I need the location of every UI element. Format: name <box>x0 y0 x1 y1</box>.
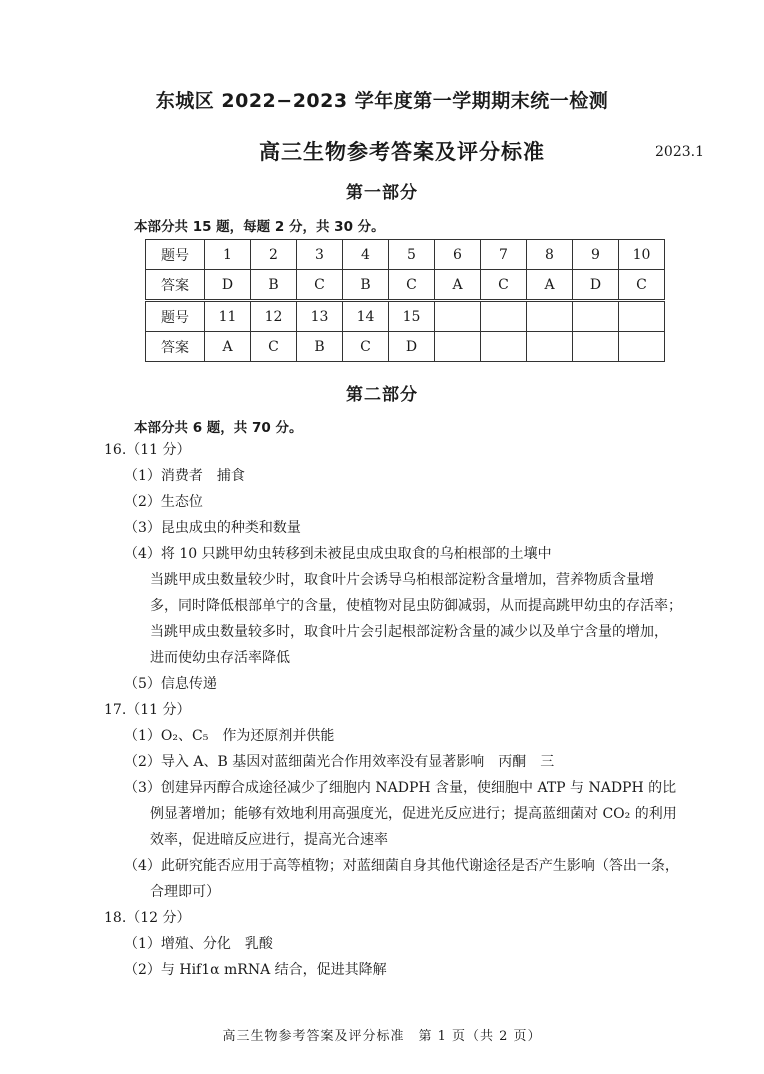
table-row-question-numbers <box>146 240 665 270</box>
table-cell: C <box>619 270 665 300</box>
table-cell: 13 <box>297 302 343 332</box>
table-cell: 10 <box>619 240 665 270</box>
q17-answer-4-line: 合理即可） <box>150 884 220 900</box>
table-cell: B <box>297 332 343 362</box>
table-cell: 8 <box>527 240 573 270</box>
table-cell: C <box>251 332 297 362</box>
table-cell: A <box>205 332 251 362</box>
table-cell <box>481 332 527 362</box>
q16-answer-4-line: 当跳甲成虫数量较多时，取食叶片会引起根部淀粉含量的减少以及单宁含量的增加， <box>150 624 668 640</box>
table-cell: D <box>389 332 435 362</box>
part1-heading: 第一部分 <box>346 183 418 203</box>
table-row-answers <box>146 270 665 300</box>
row-label: 答案 <box>146 270 205 300</box>
table-cell: 1 <box>205 240 251 270</box>
table-cell: A <box>527 270 573 300</box>
table-cell: C <box>481 270 527 300</box>
table-cell <box>619 302 665 332</box>
table-cell <box>573 332 619 362</box>
q17-heading: 17.（11 分） <box>104 702 191 718</box>
part1-intro: 本部分共 15 题，每题 2 分，共 30 分。 <box>134 219 385 235</box>
q16-answer-2: （2）生态位 <box>124 494 203 510</box>
table-cell: 6 <box>435 240 481 270</box>
answer-table-2 <box>145 301 665 362</box>
table-cell: C <box>389 270 435 300</box>
answer-table-1 <box>145 239 665 300</box>
part2-heading: 第二部分 <box>346 385 418 405</box>
page-footer: 高三生物参考答案及评分标准 第 1 页（共 2 页） <box>222 1029 542 1044</box>
table-cell <box>527 302 573 332</box>
table-cell: 3 <box>297 240 343 270</box>
table-cell <box>573 302 619 332</box>
q16-answer-4-line: 多，同时降低根部单宁的含量，使植物对昆虫防御减弱，从而提高跳甲幼虫的存活率； <box>150 598 682 614</box>
q17-answer-1: （1）O₂、C₅ 作为还原剂并供能 <box>124 728 335 744</box>
table-cell <box>619 332 665 362</box>
q16-heading: 16.（11 分） <box>104 442 191 458</box>
table-cell: B <box>251 270 297 300</box>
table-cell <box>435 302 481 332</box>
q17-answer-2: （2）导入 A、B 基因对蓝细菌光合作用效率没有显著影响 丙酮 三 <box>124 754 555 770</box>
table-cell: A <box>435 270 481 300</box>
table-cell: 2 <box>251 240 297 270</box>
q17-answer-3-line: 效率，促进暗反应进行，提高光合速率 <box>150 832 388 848</box>
table-cell: 4 <box>343 240 389 270</box>
table-cell: D <box>205 270 251 300</box>
table-row-question-numbers <box>146 302 665 332</box>
q16-answer-5: （5）信息传递 <box>124 676 217 692</box>
table-cell: C <box>297 270 343 300</box>
table-cell: 14 <box>343 302 389 332</box>
q16-answer-3: （3）昆虫成虫的种类和数量 <box>124 520 301 536</box>
part2-intro: 本部分共 6 题，共 70 分。 <box>134 420 303 436</box>
table-cell: 15 <box>389 302 435 332</box>
table-cell: 11 <box>205 302 251 332</box>
row-label: 题号 <box>146 240 205 270</box>
row-label: 题号 <box>146 302 205 332</box>
table-cell: 7 <box>481 240 527 270</box>
table-cell: C <box>343 332 389 362</box>
table-cell: B <box>343 270 389 300</box>
q17-answer-4: （4）此研究能否应用于高等植物；对蓝细菌自身其他代谢途径是否产生影响（答出一条， <box>124 858 679 874</box>
q16-answer-1: （1）消费者 捕食 <box>124 468 245 484</box>
table-cell <box>481 302 527 332</box>
table-cell: 12 <box>251 302 297 332</box>
document-title: 东城区 2022−2023 学年度第一学期期末统一检测 <box>155 90 609 112</box>
document-date: 2023.1 <box>655 144 704 160</box>
table-cell: D <box>573 270 619 300</box>
document-subtitle: 高三生物参考答案及评分标准 <box>259 140 545 164</box>
table-cell <box>435 332 481 362</box>
table-cell: 9 <box>573 240 619 270</box>
table-cell: 5 <box>389 240 435 270</box>
q16-answer-4-line: 当跳甲成虫数量较少时，取食叶片会诱导乌桕根部淀粉含量增加，营养物质含量增 <box>150 572 654 588</box>
table-cell <box>527 332 573 362</box>
q18-heading: 18.（12 分） <box>104 910 191 926</box>
q18-answer-2: （2）与 Hif1α mRNA 结合，促进其降解 <box>124 962 387 978</box>
q17-answer-3: （3）创建异丙醇合成途径减少了细胞内 NADPH 含量，使细胞中 ATP 与 NADPH 的比 <box>124 780 677 796</box>
q17-answer-3-line: 例显著增加；能够有效地利用高强度光，促进光反应进行；提高蓝细菌对 CO₂ 的利用 <box>150 806 677 822</box>
table-row-answers <box>146 332 665 362</box>
q18-answer-1: （1）增殖、分化 乳酸 <box>124 936 273 952</box>
q16-answer-4: （4）将 10 只跳甲幼虫转移到未被昆虫成虫取食的乌桕根部的土壤中 <box>124 546 552 562</box>
q16-answer-4-line: 进而使幼虫存活率降低 <box>150 650 290 666</box>
row-label: 答案 <box>146 332 205 362</box>
